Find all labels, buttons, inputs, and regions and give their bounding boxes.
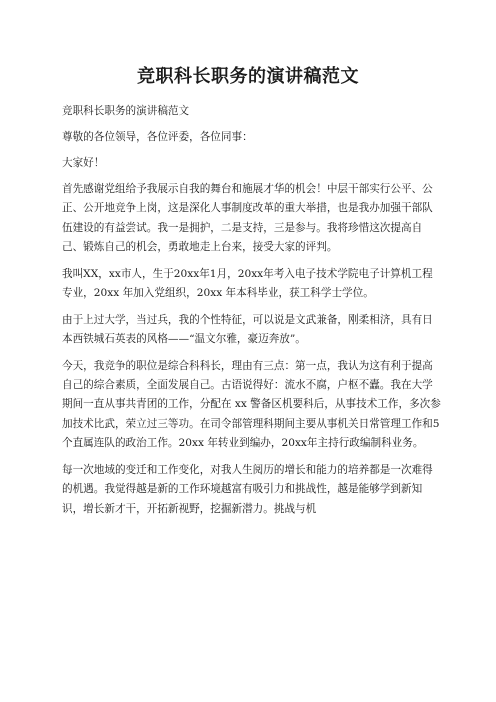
salutation-paragraph: 尊敬的各位领导，各位评委，各位同事： <box>62 130 253 143</box>
document-body <box>62 102 442 526</box>
body-paragraph: 每一次地域的变迁和工作变化，对我人生阅历的增长和能力的培养都是一次难得的机遇。我觉得越是新的工作环境越富有吸引力和挑战性，越是能够学到新知识，增长新才干，开拓新视野，挖掘新潜力。挑战与机 <box>62 463 433 515</box>
body-paragraph: 我叫XX，xx市人，生于20xx年1月，20xx年考入电子技术学院电子计算机工程专业，20xx 年加入党组织，20xx 年本科毕业，获工科学士学位。 <box>62 267 433 299</box>
body-paragraph: 由于上过大学，当过兵，我的个性特征，可以说是文武兼备，刚柔相济，具有日本西铁城石英表的风格——“温文尔雅，豪迈奔放”。 <box>62 313 433 345</box>
body-paragraph: 今天，我竞争的职位是综合科科长，理由有三点：第一点，我认为这有利于提高自己的综合素质，全面发展自己。古语说得好：流水不腐，户枢不蠹。我在大学期间一直从事共青团的工作，分配在 xx 警备区机要科后，从事技术工作，多次参加技术比武，荣立过三等功。在司令部管理科期间主要从事机关日常管理工作和5个直属连队的政治工作。20xx 年转业到编办，20xx年主持行政编制科业务。 <box>62 359 441 450</box>
greeting-paragraph: 大家好！ <box>62 156 105 169</box>
document-title: 竞职科长职务的演讲稿范文 <box>137 66 359 87</box>
body-paragraph: 首先感谢党组给予我展示自我的舞台和施展才华的机会！中层干部实行公平、公正、公开地竞争上岗，这是深化人事制度改革的重大举措，也是我办加强干部队伍建设的有益尝试。我一是拥护，二是支持，三是参与。我将珍惜这次提高自己、锻炼自己的机会，勇敢地走上台来，接受大家的评判。 <box>62 182 433 253</box>
subtitle-paragraph: 竞职科长职务的演讲稿范文 <box>62 105 190 117</box>
